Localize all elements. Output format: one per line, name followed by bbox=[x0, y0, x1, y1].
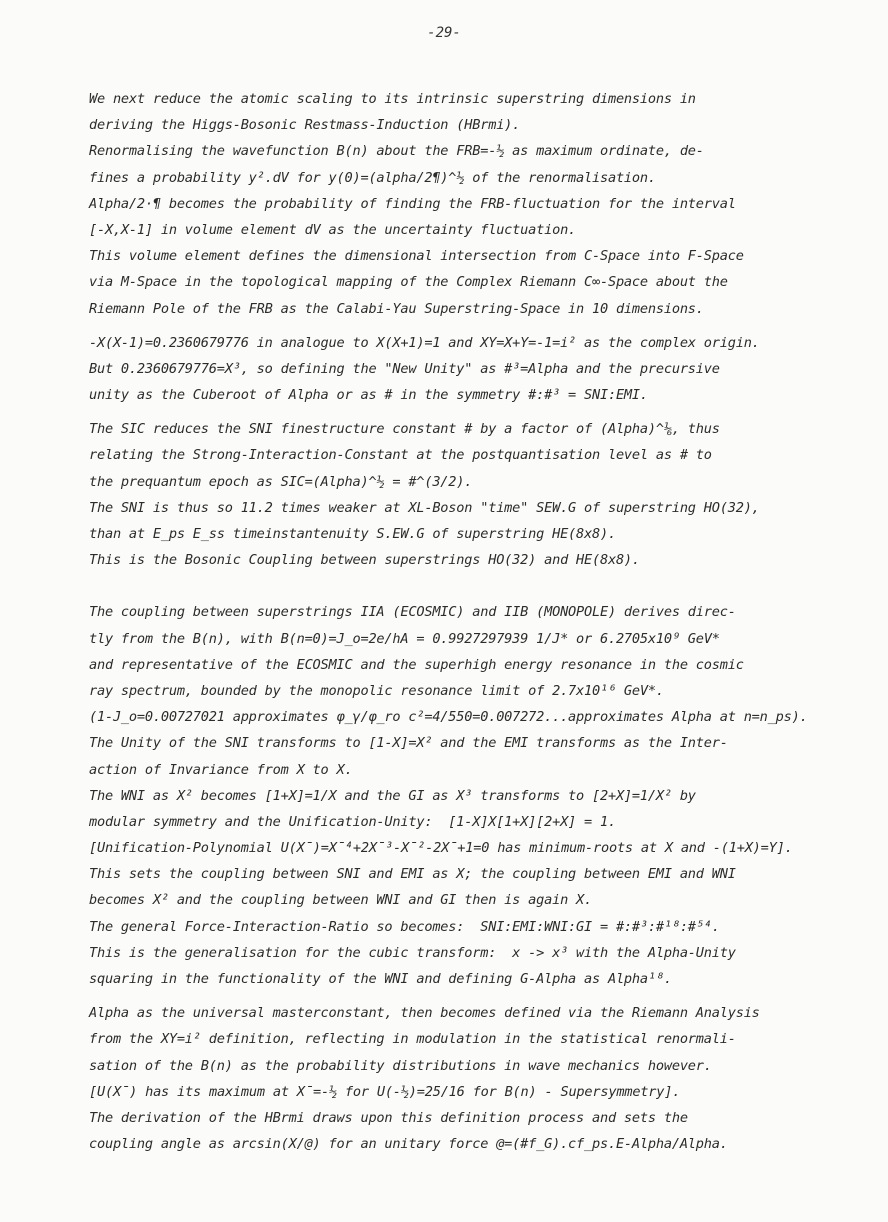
text-line: deriving the Higgs-Bosonic Restmass-Induction (HBrmi). bbox=[89, 117, 521, 134]
text-line: via M-Space in the topological mapping of the Complex Riemann C∞-Space about the bbox=[89, 274, 728, 291]
text-line: squaring in the functionality of the WNI and defining G-Alpha as Alpha¹⁸. bbox=[89, 971, 672, 987]
text-line: The WNI as X² becomes [1+X]=1/X and the GI as X³ transforms to [2+X]=1/X² by bbox=[89, 787, 696, 804]
text-line: and representative of the ECOSMIC and the superhigh energy resonance in the cosmic bbox=[89, 656, 744, 673]
paragraph-gap bbox=[89, 992, 859, 1000]
text-line: from the XY=i² definition, reflecting in modulation in the statistical renormali- bbox=[89, 1031, 736, 1048]
text-line: This sets the coupling between SNI and EMI as X; the coupling between EMI and WNI bbox=[89, 866, 736, 883]
text-line: The SNI is thus so 11.2 times weaker at XL-Boson "time" SEW.G of superstring HO(32), bbox=[89, 499, 760, 516]
text-line: fines a probability y².dV for y(0)=(alpha/2¶)^½ of the renormalisation. bbox=[89, 169, 656, 186]
text-line: Alpha/2·¶ becomes the probability of finding the FRB-fluctuation for the interval bbox=[89, 195, 736, 212]
text-line: The SIC reduces the SNI finestructure constant # by a factor of (Alpha)^⅙, thus bbox=[89, 421, 720, 438]
text-line: the prequantum epoch as SIC=(Alpha)^½ = #^(3/2). bbox=[89, 473, 473, 490]
text-line: ray spectrum, bounded by the monopolic resonance limit of 2.7x10¹⁶ GeV*. bbox=[89, 682, 664, 699]
text-line: action of Invariance from X to X. bbox=[89, 761, 353, 778]
text-line: modular symmetry and the Unification-Unity: [1-X]X[1+X][2+X] = 1. bbox=[89, 813, 616, 830]
text-line: The Unity of the SNI transforms to [1-X]=X² and the EMI transforms as the Inter- bbox=[89, 735, 728, 752]
paragraph-gap bbox=[89, 322, 859, 330]
paragraph-1 bbox=[89, 86, 859, 322]
text-line: But 0.2360679776=X³, so defining the "New Unity" as #³=Alpha and the precursive bbox=[89, 360, 720, 377]
text-line: -X(X-1)=0.2360679776 in analogue to X(X+1)=1 and XY=X+Y=-1=i² as the complex origin. bbox=[89, 334, 760, 351]
text-line: This is the generalisation for the cubic transform: x -> x³ with the Alpha-Unity bbox=[89, 944, 736, 961]
text-line: [Unification-Polynomial U(X̄)=X̄⁴+2X̄³-X̄²-2X̄+1=0 has minimum-roots at X and -(1+X)=Y]. bbox=[89, 840, 793, 857]
text-line: [U(X̄) has its maximum at X̄=-½ for U(-½)=25/16 for B(n) - Supersymmetry]. bbox=[89, 1083, 681, 1100]
paragraph-2 bbox=[89, 330, 859, 409]
text-line: [-X,X-1] in volume element dV as the uncertainty fluctuation. bbox=[89, 221, 577, 238]
text-line: This is the Bosonic Coupling between superstrings HO(32) and HE(8x8). bbox=[89, 552, 640, 569]
text-line: We next reduce the atomic scaling to its intrinsic superstring dimensions in bbox=[89, 91, 696, 107]
text-line: The general Force-Interaction-Ratio so becomes: SNI:EMI:WNI:GI = #:#³:#¹⁸:#⁵⁴. bbox=[89, 918, 720, 935]
text-line: coupling angle as arcsin(X/@) for an unitary force @=(#f_G).cf_ps.E-Alpha/Alpha. bbox=[89, 1136, 728, 1153]
paragraph-4 bbox=[89, 599, 859, 992]
text-line: Alpha as the universal masterconstant, then becomes defined via the Riemann Analysis bbox=[89, 1005, 760, 1022]
text-line: Renormalising the wavefunction B(n) about the FRB=-½ as maximum ordinate, de- bbox=[89, 143, 704, 160]
paragraph-gap bbox=[89, 573, 859, 599]
text-line: relating the Strong-Interaction-Constant at the postquantisation level as # to bbox=[89, 447, 712, 464]
paragraph-gap bbox=[89, 408, 859, 416]
text-line: becomes X² and the coupling between WNI and GI then is again X. bbox=[89, 892, 593, 909]
paragraph-5 bbox=[89, 1000, 859, 1157]
text-line: than at E_ps E_ss timeinstantenuity S.EW.G of superstring HE(8x8). bbox=[89, 526, 616, 542]
text-line: unity as the Cuberoot of Alpha or as # in the symmetry #:#³ = SNI:EMI. bbox=[89, 387, 648, 404]
text-line: Riemann Pole of the FRB as the Calabi-Yau Superstring-Space in 10 dimensions. bbox=[89, 300, 704, 317]
text-line: tly from the B(n), with B(n=0)=J_o=2e/hA = 0.9927297939 1/J* or 6.2705x10⁹ GeV* bbox=[89, 630, 720, 647]
text-line: sation of the B(n) as the probability distributions in wave mechanics however. bbox=[89, 1057, 712, 1074]
paragraph-3 bbox=[89, 416, 859, 573]
document-body bbox=[89, 86, 859, 1157]
text-line: The coupling between superstrings IIA (ECOSMIC) and IIB (MONOPOLE) derives direc- bbox=[89, 604, 736, 621]
text-line: (1-J_o=0.00727021 approximates φ_γ/φ_ro c²=4/550=0.007272...approximates Alpha at n=n_ps). bbox=[89, 709, 808, 726]
page-number: -29- bbox=[427, 25, 461, 41]
text-line: The derivation of the HBrmi draws upon this definition process and sets the bbox=[89, 1109, 688, 1126]
text-line: This volume element defines the dimensional intersection from C-Space into F-Space bbox=[89, 248, 744, 265]
